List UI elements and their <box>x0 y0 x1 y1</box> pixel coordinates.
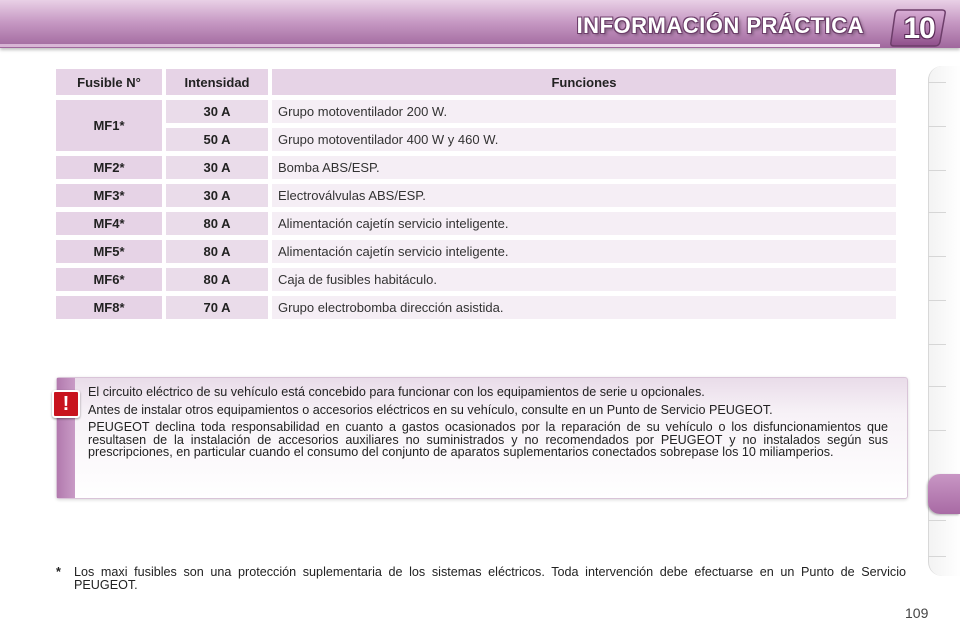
header-intensity: Intensidad <box>166 69 268 95</box>
fuse-function: Grupo electrobomba dirección asistida. <box>272 296 896 319</box>
footnote-text: Los maxi fusibles son una protección suplementaria de los sistemas eléctricos. Toda intervención debe efectuarse en un Punto de Servicio PEUGEOT. <box>74 565 906 592</box>
fuse-function: Grupo motoventilador 400 W y 460 W. <box>272 128 896 151</box>
fuse-amps: 70 A <box>166 296 268 319</box>
fuse-amps: 80 A <box>166 212 268 235</box>
fuse-function: Alimentación cajetín servicio inteligente. <box>272 240 896 263</box>
tab-divider <box>928 126 946 127</box>
warning-text <box>88 386 888 464</box>
fuse-id: MF6* <box>56 268 162 291</box>
page-number: 109 <box>905 605 929 621</box>
tab-divider <box>928 556 946 557</box>
fuse-amps: 80 A <box>166 240 268 263</box>
table-row <box>56 184 896 207</box>
table-row <box>56 240 896 263</box>
table-row <box>56 128 896 151</box>
tab-divider <box>928 430 946 431</box>
fuse-amps: 50 A <box>166 128 268 151</box>
fuse-amps: 30 A <box>166 184 268 207</box>
warning-paragraph: PEUGEOT declina toda responsabilidad en cuanto a gastos ocasionados por la reparación de su vehículo o los disfuncionamientos que resultasen de la instalación de accesorios auxiliares no suministrados y no recomendados por PEUGEOT y no instalados según sus prescripciones, en particular cuando el consumo del conjunto de aparatos suplementarios conectados sobrepase los 10 miliamperios. <box>88 420 888 460</box>
warning-paragraph: El circuito eléctrico de su vehículo está concebido para funcionar con los equipamientos de serie u opcionales. <box>88 385 705 399</box>
table-row <box>56 268 896 291</box>
header-fuse: Fusible N° <box>56 69 162 95</box>
fuse-table <box>52 64 900 324</box>
tab-divider <box>928 300 946 301</box>
fuse-amps: 30 A <box>166 156 268 179</box>
fuse-id: MF3* <box>56 184 162 207</box>
exclamation-icon: ! <box>52 390 80 418</box>
tab-divider <box>928 212 946 213</box>
fuse-function: Bomba ABS/ESP. <box>272 156 896 179</box>
fuse-amps: 30 A <box>166 100 268 123</box>
table-header-row <box>56 69 896 95</box>
fuse-id: MF4* <box>56 212 162 235</box>
fuse-id: MF2* <box>56 156 162 179</box>
fuse-id: MF5* <box>56 240 162 263</box>
page-header <box>0 0 960 48</box>
fuse-function: Electroválvulas ABS/ESP. <box>272 184 896 207</box>
table-row <box>56 156 896 179</box>
fuse-function: Alimentación cajetín servicio inteligente. <box>272 212 896 235</box>
table-row <box>56 100 896 123</box>
chapter-badge <box>890 8 948 48</box>
header-rule <box>0 44 880 47</box>
warning-paragraph: Antes de instalar otros equipamientos o accesorios eléctricos en su vehículo, consulte en un Punto de Servicio PEUGEOT. <box>88 402 773 417</box>
table-row <box>56 296 896 319</box>
chapter-title: INFORMACIÓN PRÁCTICA <box>576 13 864 38</box>
tab-divider <box>928 344 946 345</box>
fuse-function: Grupo motoventilador 200 W. <box>272 100 896 123</box>
tab-divider <box>928 82 946 83</box>
table-row <box>56 212 896 235</box>
fuse-id: MF1* <box>56 100 162 151</box>
tab-divider <box>928 256 946 257</box>
tab-divider <box>928 170 946 171</box>
header-functions: Funciones <box>272 69 896 95</box>
chapter-tab-active[interactable] <box>928 474 960 514</box>
tab-divider <box>928 386 946 387</box>
fuse-amps: 80 A <box>166 268 268 291</box>
footnote-marker: * <box>56 565 61 579</box>
tab-divider <box>928 520 946 521</box>
chapter-number: 10 <box>903 12 935 45</box>
fuse-function: Caja de fusibles habitáculo. <box>272 268 896 291</box>
fuse-id: MF8* <box>56 296 162 319</box>
footnote <box>56 566 906 592</box>
